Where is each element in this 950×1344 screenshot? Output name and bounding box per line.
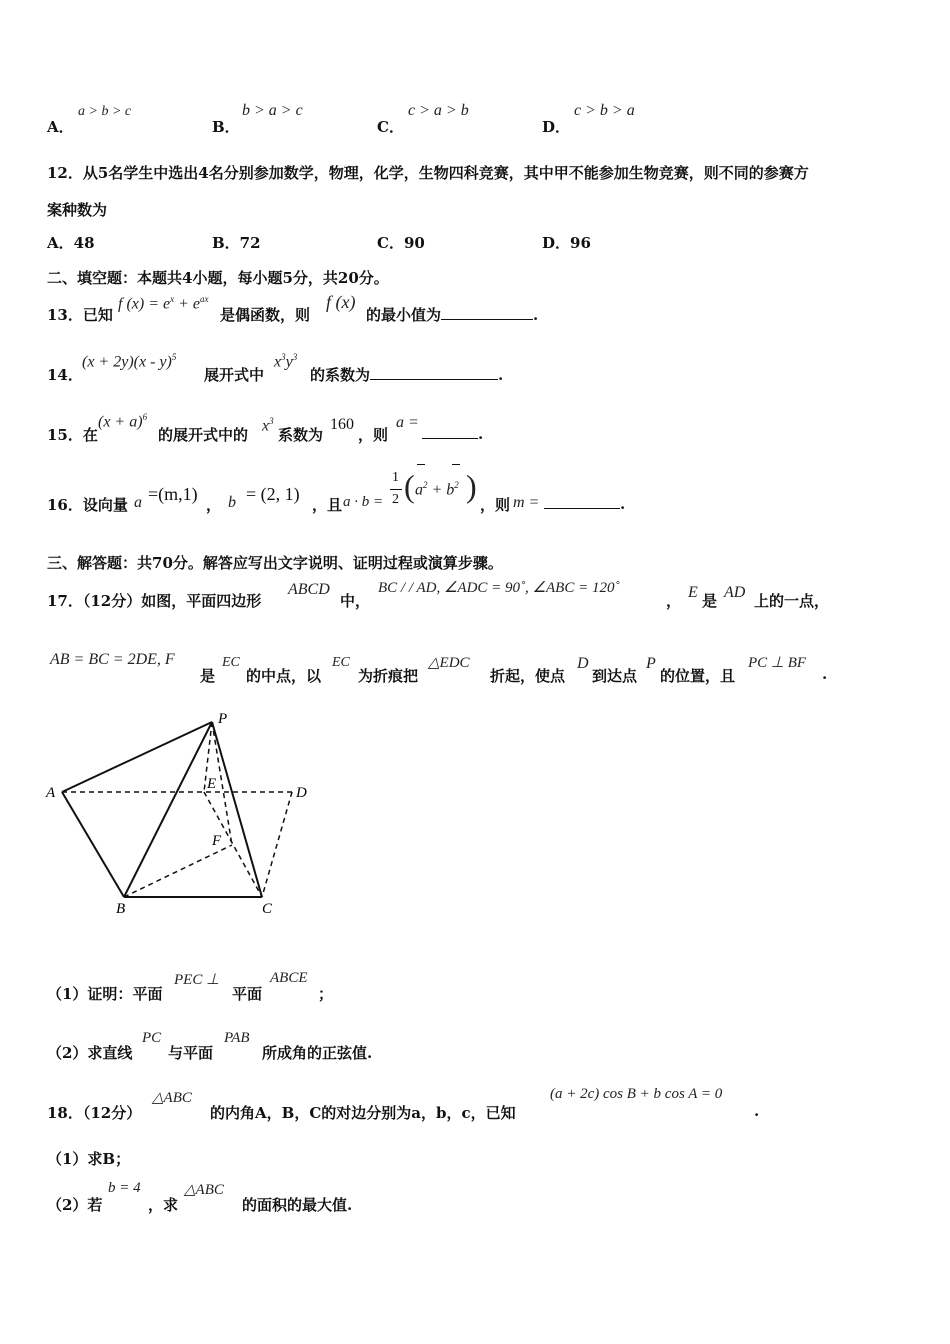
q17-sub2-pc: PC <box>142 1030 162 1046</box>
q18-equation: (a + 2c) cos B + b cos A = 0 <box>550 1086 723 1102</box>
q17-sub1-text2: 平面 <box>232 985 263 1003</box>
label-b: B <box>116 901 126 917</box>
q16-text2: ，则 <box>480 496 511 514</box>
q15-text3: ，则 <box>358 426 389 444</box>
q17-text2: ， <box>666 592 682 610</box>
q18-sub2-text2: ，求 <box>148 1196 179 1214</box>
edge-dc-dashed <box>262 792 292 897</box>
q12-option-a: A．48 <box>47 234 95 252</box>
q17-text4: 上的一点， <box>754 592 830 610</box>
q17-sub2-text3: 所成角的正弦值. <box>262 1044 373 1062</box>
q12-option-c: C．90 <box>377 234 425 252</box>
q15-answer: . <box>422 424 483 443</box>
edge-pc <box>212 722 262 897</box>
q15-text1: 的展开式中的 <box>158 426 249 444</box>
q18-sub2-text1: （2）若 <box>47 1196 103 1214</box>
q15-var: a = <box>396 414 419 431</box>
q17-text5: 是 <box>200 667 216 685</box>
q17-line2-math: AB = BC = 2DE, F <box>50 651 175 668</box>
edge-ap <box>62 722 212 792</box>
q18-number: 18．（12分） <box>47 1104 142 1122</box>
q13-fx2: f (x) <box>326 292 356 312</box>
q16-arrow-b <box>452 464 460 465</box>
q17-ec2: EC <box>332 655 350 670</box>
q17-text11: . <box>822 665 828 683</box>
edge-bf-dashed <box>124 845 232 897</box>
q18-text1: 的内角A，B，C的对边分别为a，b，c，已知 <box>210 1104 516 1122</box>
q15-value: 160 <box>330 416 354 433</box>
q16-inner: $a^2 + b^2$ <box>415 480 459 499</box>
q13-number: 13．已知 <box>47 306 113 324</box>
q16-paren-right: ) <box>466 468 477 504</box>
q18-triangle: △ABC <box>152 1090 192 1106</box>
q14-text2: 的系数为 . <box>310 366 504 384</box>
q17-text10: 的位置，且 <box>660 667 736 685</box>
q12-option-d: D．96 <box>542 234 591 252</box>
q17-sub1-text3: ； <box>318 985 334 1003</box>
q17-sub1-abce: ABCE <box>270 970 308 986</box>
q14-text1: 展开式中 <box>204 366 265 384</box>
q15-answer-blank[interactable] <box>422 424 478 439</box>
label-a: A <box>46 785 56 801</box>
q17-triangle: △EDC <box>428 655 470 671</box>
q15-text2: 系数为 <box>278 426 324 444</box>
q17-text1: 中， <box>340 592 371 610</box>
q14-term: $x^3y^3$ <box>274 352 298 371</box>
q11-option-a-math: a > b > c <box>78 104 132 119</box>
q17-number: 17．（12分）如图，平面四边形 <box>47 592 262 610</box>
q18-sub2-b4: b = 4 <box>108 1180 141 1196</box>
edge-pb <box>124 722 212 897</box>
q16-m: m = <box>513 494 540 511</box>
q17-figure <box>40 705 320 925</box>
q13-text2: 的最小值为 . <box>366 306 539 324</box>
q12-option-b: B．72 <box>212 234 261 252</box>
q15-expr: $(x + a)^6$ <box>98 412 148 431</box>
q17-perp: PC ⊥ BF <box>748 655 807 671</box>
label-c: C <box>262 901 273 917</box>
q18-sub1: （1）求B； <box>47 1150 131 1168</box>
q12-line1: 12．从5名学生中选出4名分别参加数学，物理，化学，生物四科竞赛，其中甲不能参加生物竞赛，则不同的参赛方 <box>47 164 809 182</box>
q16-number: 16．设向量 <box>47 496 128 514</box>
q16-answer-blank[interactable] <box>544 494 620 509</box>
q16-avec: =(m,1) <box>148 484 198 504</box>
q17-text8: 折起，使点 <box>490 667 566 685</box>
edge-ab <box>62 792 124 897</box>
q11-option-c-label: C． <box>377 118 404 136</box>
q16-frac-num: 1 <box>392 470 399 485</box>
q17-sub2-text1: （2）求直线 <box>47 1044 133 1062</box>
q17-sub2-pab: PAB <box>224 1030 250 1046</box>
q16-frac-bar <box>390 489 402 490</box>
q14-answer-blank[interactable] <box>370 365 498 380</box>
q17-sub1-text1: （1）证明：平面 <box>47 985 163 1003</box>
q17-e: E <box>688 584 698 601</box>
q16-bvec: = (2, 1) <box>246 484 300 504</box>
q16-frac-den: 2 <box>392 492 399 507</box>
q17-abcd: ABCD <box>288 581 330 598</box>
q16-dot: a · b = <box>343 494 384 510</box>
q17-text9: 到达点 <box>592 667 638 685</box>
label-p: P <box>218 711 228 727</box>
q17-p: P <box>646 655 656 672</box>
q17-sub2-text2: 与平面 <box>168 1044 214 1062</box>
q18-text2: . <box>754 1102 760 1120</box>
q16-sep: ， <box>206 496 222 514</box>
q13-answer-blank[interactable] <box>441 305 533 320</box>
q16-arrow-a <box>417 464 425 465</box>
q11-option-a-label: A． <box>47 118 74 136</box>
q18-sub2-text3: 的面积的最大值. <box>242 1196 353 1214</box>
q12-line2: 案种数为 <box>47 201 108 219</box>
q17-sub1-pec: PEC ⊥ <box>174 972 220 988</box>
section2-heading: 二、填空题：本题共4小题，每小题5分，共20分。 <box>47 269 389 287</box>
q18-sub2-triangle: △ABC <box>184 1182 224 1198</box>
q17-text6: 的中点，以 <box>246 667 322 685</box>
q14-expr: (x + 2y)(x - y)$^5$ <box>82 352 177 371</box>
q11-option-d-math: c > b > a <box>574 102 635 119</box>
section3-heading: 三、解答题：共70分。解答应写出文字说明、证明过程或演算步骤。 <box>47 554 503 572</box>
q17-ad: AD <box>724 584 746 601</box>
q16-answer: . <box>544 494 625 513</box>
q11-option-c-math: c > a > b <box>408 102 469 119</box>
q16-vec-a: a <box>134 494 142 511</box>
label-f: F <box>212 833 222 849</box>
q16-text1: ，且 <box>312 496 343 514</box>
q11-option-d-label: D． <box>542 118 571 136</box>
q16-vec-b: b <box>228 494 236 511</box>
q13-fx: f $(x) = e^x + e^{ax}$ <box>118 294 209 313</box>
q17-condition: BC / / AD, ∠ADC = 90˚, ∠ABC = 120˚ <box>378 580 620 596</box>
q17-text3: 是 <box>702 592 718 610</box>
label-e: E <box>207 776 217 792</box>
q16-paren-left: ( <box>404 468 415 504</box>
q17-ec: EC <box>222 655 240 670</box>
q17-d: D <box>577 655 589 672</box>
q11-option-b-label: B． <box>212 118 240 136</box>
q15-term: $x^3$ <box>262 416 274 435</box>
q14-number: 14． <box>47 366 83 384</box>
q11-option-b-math: b > a > c <box>242 102 303 119</box>
q15-number: 15．在 <box>47 426 98 444</box>
q17-text7: 为折痕把 <box>358 667 419 685</box>
q13-text1: 是偶函数，则 <box>220 306 311 324</box>
label-d: D <box>296 785 307 801</box>
